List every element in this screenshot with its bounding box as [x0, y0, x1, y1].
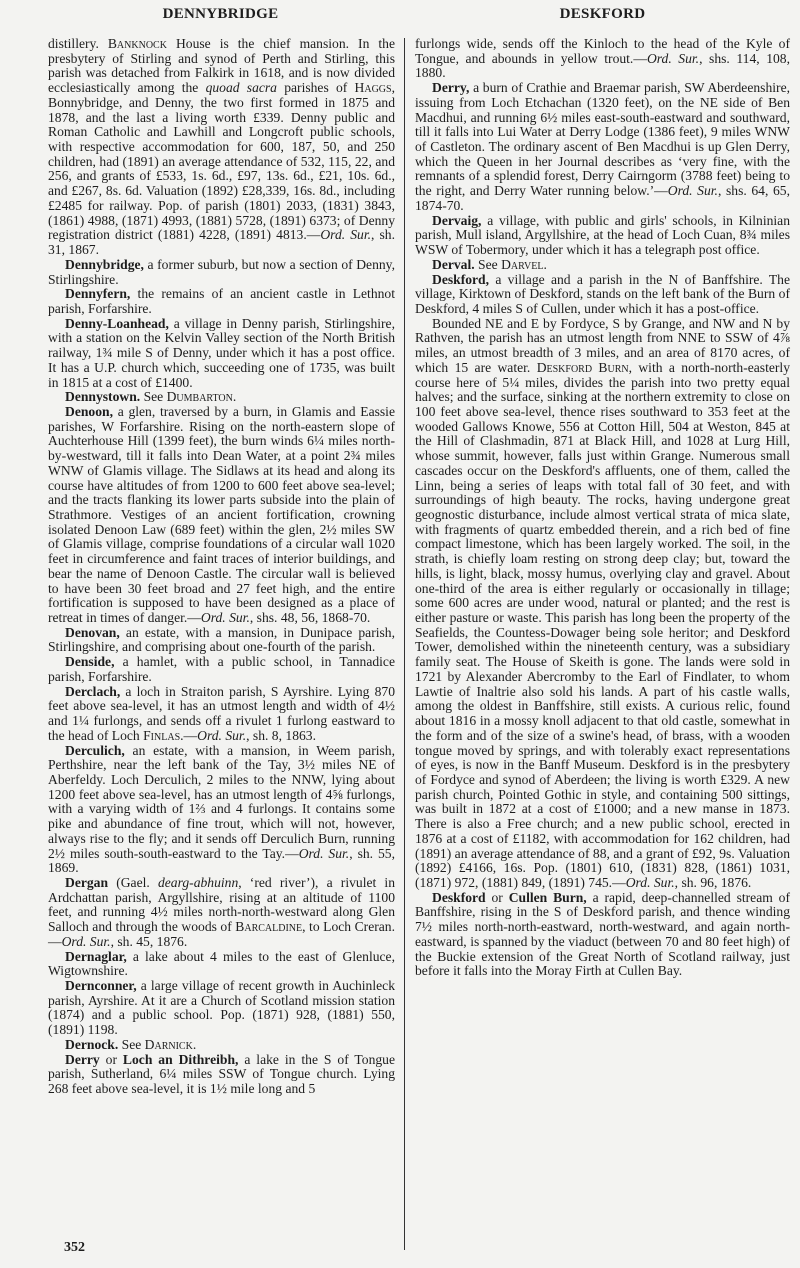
entry-headword: Denoon,: [65, 403, 113, 419]
entry-text: , sh. 55, 1869.: [48, 845, 395, 876]
italic-text: Ord. Sur.: [646, 50, 700, 66]
left-column: [48, 37, 395, 1097]
gazetteer-entry: [48, 258, 395, 287]
entry-text: (Gael.: [108, 874, 158, 890]
entry-text: See: [140, 389, 167, 405]
entry-text: a lake about 4 miles to the east of Glenluce, Wigtownshire.: [48, 948, 395, 979]
entry-headword: Deskford,: [432, 271, 490, 287]
entry-headword: Dernock.: [65, 1036, 119, 1052]
entry-headword: Derculich,: [65, 742, 125, 758]
gazetteer-entry: [48, 950, 395, 979]
entry-text: .: [192, 1036, 197, 1052]
gazetteer-entry: [48, 1053, 395, 1097]
entry-text: parishes of: [276, 80, 355, 96]
italic-text: Ord. Sur.: [320, 227, 372, 243]
entry-headword: Denside,: [65, 654, 115, 670]
entry-text: an estate, with a mansion, in Dunipace parish, Stirlingshire, and comprising about one-fourth of the parish.: [48, 624, 395, 655]
italic-text: quoad sacra: [205, 80, 277, 96]
entry-text: .—: [180, 727, 198, 743]
gazetteer-entry: [48, 405, 395, 626]
gazetteer-entry: [415, 81, 790, 213]
entry-text: a glen, traversed by a burn, in Glamis and Eassie parishes, W Forfarshire. Rising on the north-eastern slope of Auchterhouse Hill (1399 feet), the burn winds 6¼ miles north-by-westward, till it falls into Dean Water, at a point 2¾ miles WNW of Glamis village. The Sidlaws at its head and along its course have altitudes of from 1200 to 600 feet above sea-level; and the tracts flanking its lower parts subside into the plain of Strathmore. Vestiges of an ancient fortification, crowning isolated Denoon Law (689 feet) within the glen, 2½ miles SW of Glamis village, comprise foundations of a circular wall 1020 feet in circumference and faint traces of interior buildings, and bear the name of Denoon Castle. The circular wall is believed to have been 30 feet broad and 27 feet high, and the entire fortification is supposed to have been designed as a place of retreat in times of danger.—: [48, 403, 395, 626]
entry-headword: Derry,: [432, 80, 470, 96]
entry-text: a lake in the S of Tongue parish, Sutherland, 6¼ miles SSW of Tongue church. Lying 268 feet above sea-level, it is 1½ mile long and 5: [48, 1051, 396, 1097]
cross-reference: Barcaldine: [235, 919, 303, 935]
entry-text: , sh. 45, 1876.: [110, 933, 188, 949]
entry-text: .: [232, 389, 237, 405]
cross-reference: Haggs: [354, 80, 392, 96]
entry-text: See: [118, 1036, 145, 1052]
italic-text: Ord. Sur.: [667, 183, 718, 199]
italic-text: Ord. Sur.: [298, 845, 350, 861]
italic-text: Ord. Sur.: [61, 933, 111, 949]
entry-headword: Deskford: [432, 889, 486, 905]
entry-headword: Denovan,: [65, 624, 120, 640]
cross-reference: Finlas: [143, 727, 181, 743]
entry-text: a former suburb, but now a section of Denny, Stirlingshire.: [48, 256, 395, 287]
running-header-left: DENNYBRIDGE: [162, 6, 279, 22]
italic-text: Ord. Sur.: [200, 610, 250, 626]
gazetteer-entry: [415, 317, 790, 891]
entry-headword: Derval.: [432, 256, 475, 272]
entry-text: a hamlet, with a public school, in Tannadice parish, Forfarshire.: [48, 654, 395, 684]
entry-text: furlongs wide, sends off the Kinloch to the head of the Kyle of Tongue, and abounds in yellow trout.—: [415, 36, 790, 66]
entry-text: or: [485, 889, 509, 905]
cross-reference: Deskford Burn: [536, 359, 629, 375]
entry-text: , Bonnybridge, and Denny, the two first formed in 1875 and 1878, and the last a living worth £339. Denny public and Roman Catholic and Lawhill and Longcroft public schools, with respective accommodation for 600, 187, 50, and 250 children, had (1891) an average attendance of 532, 115, 22, and 256, and grants of £533, 1s. 6d., £97, 13s. 6d., £21, 10s. 6d., and £267, 8s. 6d. Valuation (1892) £28,339, 16s. 8d., including £2485 for railway. Pop. of parish (1801) 2033, (1831) 3843, (1861) 4988, (1871) 4993, (1881) 5728, (1891) 6373; of Denny registration district (1881) 4228, (1891) 4813.—: [48, 80, 395, 243]
entry-text: , with a north-north-easterly course here of 5¼ miles, divides the parish into two pretty equal halves; and the surface, sinking at the northern extremity to close on 100 feet above sea-level, thence rises southward to 353 feet at the wooded Gallows Knowe, 556 at Cotton Hill, 504 at Weston, 845 at the Hill of Clashmadin, 871 at Black Hill, and 1028 at Lurg Hill, whose summit, however, falls just within Grange. Numerous small cascades occur on the Deskford's affluents, one of them, called the Linn, being a series of leaps with total fall of 30 feet, and with surroundings of high beauty. The rocks, having undergone great geognostic disturbance, include almost vertical strata of mica slate, with fragments of quartz embedded therein, and a rich bed of fine compact limestone, which has been largely worked. The soil, in the strath, is chiefly loam resting on strong deep clay; but, toward the hills, is light, black, mossy humus, overlying clay and gravel. About one-third of the area is either regularly or occasionally in tillage; some 600 acres are under wood, natural or planted; and the rest is either pasture or waste. This parish has long been the property of the Seafields, the Countess-Dowager being sole heritor; and Deskford Tower, demolished within the nineteenth century, was a subsidiary family seat. The House of Skeith is gone. The lands were sold in 1721 by Alexander Abercromby to the Earl of Findlater, to whom Lawtie of Inaltrie also sold his lands. A part of his castle walls, among the oldest in Banffshire, still exists. A curious relic, found about 1816 in a mossy knoll adjacent to that old castle, somewhat in the form and of the size of a swine's head, of brass, with a wooden tongue moved by springs, and with tolerably exact representations of eyes, is now in the Banff Museum. Deskford is in the presbytery of Fordyce and synod of Aberdeen; the living is worth £329. A new parish church, Pointed Gothic in style, and containing 500 sittings, was built in 1872 at a cost of £1000; and a new manse in 1873. There is also a Free church; and a new public school, erected in 1876 at a cost of £1182, with accommodation for 162 children, had (1891) an average attendance of 88, and a grant of £92, 9s. Valuation (1892) £4166, 16s. Pop. (1801) 610, (1831) 828, (1861) 1031, (1871) 972, (1881) 849, (1891) 745.—: [415, 359, 790, 890]
entry-text: a village in Denny parish, Stirlingshire, with a station on the Kelvin Valley section of the North British railway, 1¾ mile S of Denny, under which it has a post office. It has a U.P. church which, succeeding one of 1735, was built in 1815 at a cost of £1400.: [48, 315, 395, 390]
entry-text: distillery.: [48, 36, 108, 51]
entry-headword: Dernaglar,: [65, 948, 127, 964]
entry-text: , ‘red river’), a rivulet in Ardchattan parish, Argyllshire, rising at an altitude of 1100 feet, and running 4½ miles north-north-westward along Glen Salloch and through the woods of: [48, 874, 396, 935]
entry-headword: Cullen Burn,: [508, 889, 587, 905]
entry-headword: Dervaig,: [432, 212, 482, 228]
entry-text: a large village of recent growth in Auchinleck parish, Ayrshire. At it are a Church of Scotland mission station (1874) and a public school. Pop. (1871) 928, (1881) 550, (1891) 1198.: [48, 978, 395, 1038]
gazetteer-entry: [48, 744, 395, 876]
cross-reference: Banknock: [107, 36, 167, 51]
entry-text: a loch in Straiton parish, S Ayrshire. Lying 870 feet above sea-level, it has an utmost length and width of 4½ and 1¼ furlongs, and sends off a rivulet 1 furlong eastward to the head of Loch: [48, 683, 395, 743]
gazetteer-entry: [48, 37, 395, 258]
entry-text: House is the chief mansion. In the presbytery of Stirling and synod of Perth and Stirling, this parish was detached from Falkirk in 1618, and is now divided ecclesiastically among the: [48, 36, 395, 96]
running-header-right: DESKFORD: [559, 6, 646, 22]
right-column: [415, 37, 790, 979]
entry-headword: Denny-Loanhead,: [65, 315, 169, 331]
entry-headword: Loch an Dithreibh,: [122, 1051, 239, 1067]
entry-headword: Dennybridge,: [65, 256, 144, 272]
cross-reference: Darvel: [501, 256, 544, 272]
entry-text: , to Loch Creran.—: [48, 919, 395, 949]
gazetteer-entry: [48, 1038, 395, 1053]
entry-text: a rapid, deep-channelled stream of Banffshire, rising in the S of Deskford parish, and thence winding 7½ miles north-north-eastward, north-westward, and again north-eastward, is spanned by the viaduct (between 70 and 80 feet high) of the Buckie extension of the Great North of Scotland railway, just before it falls into the Moray Firth at Cullen Bay.: [415, 889, 791, 979]
column-divider: [404, 38, 405, 1250]
entry-headword: Derry: [65, 1051, 100, 1067]
gazetteer-entry: [48, 287, 395, 316]
gazetteer-entry: [48, 626, 395, 655]
page-number: 352: [64, 1240, 85, 1255]
entry-text: a village, with public and girls' schools, in Kilninian parish, Mull island, Argyllshire, at the head of Loch Cuan, 8¾ miles WSW of Tobermory, under which it has a telegraph post office.: [415, 212, 790, 258]
italic-text: Ord. Sur.: [197, 727, 247, 743]
entry-text: , sh. 96, 1876.: [674, 874, 752, 890]
gazetteer-entry: [48, 317, 395, 391]
entry-text: .: [543, 256, 547, 272]
entry-text: Bounded NE and E by Fordyce, S by Grange, and NW and N by Rathven, the parish has an utmost length from NNE to SSW of 4⅞ miles, an utmost breadth of 3 miles, and an area of 8170 acres, of which 15 are water.: [415, 315, 790, 375]
entry-headword: Dernconner,: [65, 978, 137, 993]
entry-text: See: [474, 256, 502, 272]
entry-text: or: [99, 1051, 123, 1067]
entry-headword: Dergan: [65, 874, 109, 890]
entry-text: an estate, with a mansion, in Weem parish, Perthshire, near the left bank of the Tay, 3½ miles NE of Aberfeldy. Loch Derculich, 2 miles to the NNW, lying about 1200 feet above sea-level, has an utmost length of 4⅝ furlongs, with a varying width of 1⅔ and 4 furlongs. It contains some pike and abundance of fine trout, which will not, however, always rise to the fly; and it sends off Derculich Burn, running 2½ miles south-south-eastward to the Tay.—: [48, 742, 395, 861]
entry-text: , shs. 48, 56, 1868-70.: [249, 610, 371, 626]
entry-text: a burn of Crathie and Braemar parish, SW Aberdeenshire, issuing from Loch Etchachan (1320 feet), on the NE side of Ben Macdhui, and running 6½ miles east-south-eastward and southward, till it falls into Lui Water at Derry Lodge (1386 feet), 9 miles WNW of Castleton. The ordinary ascent of Ben Macdhui is up Glen Derry, which the Queen in her Journal describes as ‘very fine, with the remnants of a splendid forest, Derry Cairngorm (3788 feet) being to the right, and Derry Water running below.’—: [415, 80, 790, 199]
gazetteer-entry: [415, 37, 790, 81]
entry-text: a village and a parish in the N of Banffshire. The village, Kirktown of Deskford, stands on the left bank of the Burn of Deskford, 4 miles S of Cullen, under which it has a post-office.: [415, 271, 790, 316]
italic-text: dearg-abhuinn: [157, 874, 239, 890]
entry-text: , sh. 31, 1867.: [48, 227, 395, 258]
italic-text: Ord. Sur.: [625, 874, 675, 890]
entry-headword: Dennyfern,: [65, 286, 131, 302]
gazetteer-entry: [48, 685, 395, 744]
entry-headword: Derclach,: [65, 683, 121, 699]
entry-text: , sh. 8, 1863.: [246, 727, 316, 743]
gazetteer-entry: [48, 979, 395, 1038]
gazetteer-entry: [48, 390, 395, 405]
cross-reference: Dumbarton: [166, 389, 233, 405]
gazetteer-entry: [415, 273, 790, 317]
entry-text: , shs. 114, 108, 1880.: [415, 50, 790, 81]
gazetteer-entry: [48, 655, 395, 684]
gazetteer-entry: [415, 258, 790, 273]
entry-headword: Dennystown.: [65, 389, 141, 405]
entry-text: , shs. 64, 65, 1874-70.: [415, 183, 790, 213]
gazetteer-entry: [48, 876, 395, 950]
entry-text: the remains of an ancient castle in Lethnot parish, Forfarshire.: [48, 286, 395, 316]
gazetteer-entry: [415, 891, 790, 979]
gazetteer-entry: [415, 214, 790, 258]
cross-reference: Darnick: [144, 1036, 193, 1052]
